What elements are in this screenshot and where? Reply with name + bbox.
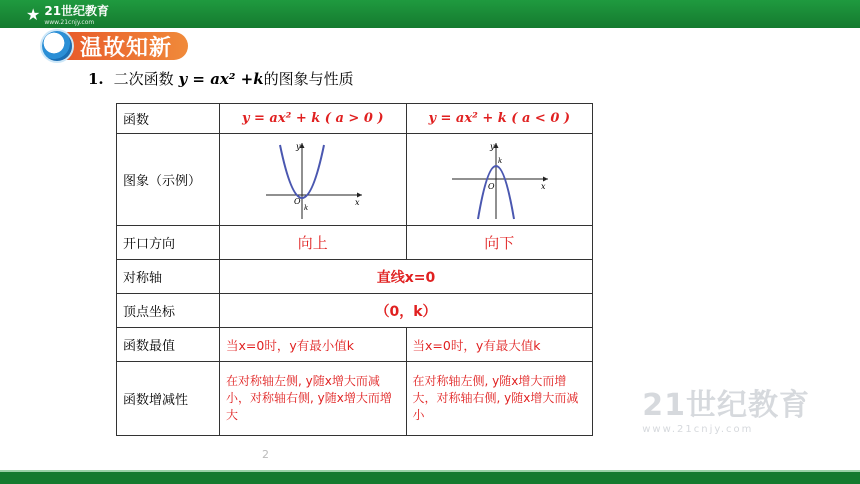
- graph-downward-cell: [406, 134, 593, 226]
- table-row: [117, 226, 593, 260]
- direction-down: 向下: [406, 226, 593, 260]
- graph-upward-cell: [220, 134, 407, 226]
- y-label: y: [295, 141, 301, 151]
- magnifier-icon: [42, 31, 72, 61]
- graph-upward: [258, 139, 368, 221]
- k-label: k: [303, 203, 308, 212]
- row-label-extreme: 函数最值: [117, 328, 220, 362]
- subtitle-number: 1.: [88, 70, 104, 88]
- row-label-direction: 开口方向: [117, 226, 220, 260]
- x-label: x: [541, 181, 546, 191]
- row-label-axis: 对称轴: [117, 260, 220, 294]
- row-label-vertex: 顶点坐标: [117, 294, 220, 328]
- table-row: [117, 104, 593, 134]
- brand-url: www.21cnjy.com: [44, 19, 95, 26]
- row-label-graph: 图象（示例）: [117, 134, 220, 226]
- row-label-monotonic: 函数增减性: [117, 362, 220, 436]
- table-row: [117, 134, 593, 226]
- brand-name: 21世纪教育: [44, 4, 110, 18]
- subtitle-suffix: 的图象与性质: [263, 70, 354, 88]
- table-row: [117, 362, 593, 436]
- subtitle: [88, 68, 354, 89]
- x-arrow: [543, 176, 548, 181]
- subtitle-formula: y = ax² +k: [178, 70, 264, 88]
- extreme-max: 当x=0时，y有最大值k: [406, 328, 593, 362]
- page-number: 2: [262, 448, 269, 461]
- subtitle-prefix: 二次函数: [113, 70, 174, 88]
- x-arrow: [357, 192, 362, 197]
- section-title: [42, 28, 188, 64]
- runner-icon: ★: [26, 4, 41, 24]
- formula-a-positive: y = ax² + k ( a > 0 ): [220, 104, 407, 134]
- extreme-min: 当x=0时，y有最小值k: [220, 328, 407, 362]
- origin-label: O: [488, 181, 495, 191]
- direction-up: 向上: [220, 226, 407, 260]
- footer-bar: [0, 472, 860, 484]
- watermark-text: 21世纪教育: [642, 388, 810, 423]
- monotonic-right: 在对称轴左侧, y随x增大而增大，对称轴右侧, y随x增大而减小: [406, 362, 593, 436]
- watermark-url: www.21cnjy.com: [642, 424, 754, 435]
- x-label: x: [354, 197, 360, 207]
- vertex-value: （0，k）: [220, 294, 593, 328]
- monotonic-left: 在对称轴左侧, y随x增大而减小，对称轴右侧, y随x增大而增大: [220, 362, 407, 436]
- formula-a-negative: y = ax² + k ( a < 0 ): [406, 104, 593, 134]
- y-label: y: [490, 141, 495, 151]
- brand-logo: [26, 3, 109, 25]
- k-label: k: [498, 156, 503, 165]
- axis-value: 直线x=0: [220, 260, 593, 294]
- table-row: [117, 328, 593, 362]
- origin-label: O: [293, 196, 301, 206]
- title-ribbon: [62, 32, 188, 60]
- row-label-function: 函数: [117, 104, 220, 134]
- properties-table: [116, 103, 593, 436]
- table-row: [117, 260, 593, 294]
- watermark: [642, 380, 810, 435]
- graph-downward: [444, 139, 554, 221]
- page-title: 温故知新: [80, 35, 173, 61]
- table-row: [117, 294, 593, 328]
- header-bar: [0, 0, 860, 28]
